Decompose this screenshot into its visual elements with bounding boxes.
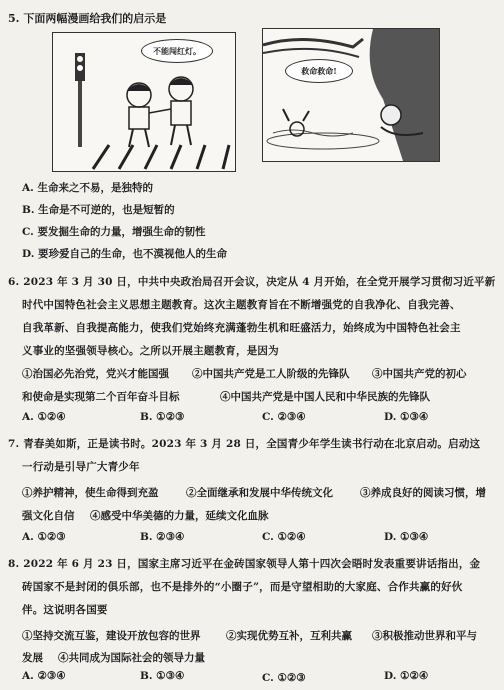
q8-statement-2: ②实现优势互补，互利共赢: [226, 630, 352, 642]
rescue-illustration: [263, 29, 439, 161]
q6-statement-1: ①治国必先治党，党兴才能国强: [22, 368, 169, 380]
q7-answer-b[interactable]: B. ②③④: [140, 531, 185, 543]
q8-statement-1: ①坚持交流互鉴，建设开放包容的世界: [22, 630, 201, 642]
q7-stem-line-1: 7. 青春美如斯，正是读书时。2023 年 3 月 28 日，全国青少年学生读书行动在北京启动。启动这: [8, 438, 481, 450]
q6-answer-d[interactable]: D. ①③④: [384, 411, 429, 423]
q8-statement-3: ③积极推动世界和平与: [372, 630, 477, 642]
q6-statement-2: ②中国共产党是工人阶级的先锋队: [192, 368, 350, 380]
q8-stem-line-3: 伴。这说明各国要: [22, 604, 108, 616]
comic-drowning: [262, 28, 440, 162]
q7-stem-line-2: 一行动是引导广大青少年: [22, 461, 140, 473]
q5-option-d[interactable]: D. 要珍爱自己的生命，也不漠视他人的生命: [22, 248, 228, 260]
q8-answer-c[interactable]: C. ①②③: [262, 672, 306, 684]
q7-statement-3: ③养成良好的阅读习惯，增: [360, 487, 486, 499]
q8-answer-b[interactable]: B. ①③④: [140, 670, 185, 682]
q5-option-c[interactable]: C. 要发掘生命的力量，增强生命的韧性: [22, 226, 206, 238]
q8-answer-a[interactable]: A. ②③④: [22, 670, 66, 682]
q7-answer-c[interactable]: C. ①②④: [262, 531, 306, 543]
q7-answer-d[interactable]: D. ①③④: [384, 531, 429, 543]
speech-bubble-2: 救命救命!: [285, 59, 353, 83]
q8-statement-3-cont: 发展: [22, 652, 43, 664]
q5-option-a[interactable]: A. 生命来之不易，是独特的: [22, 182, 153, 194]
q6-statement-4: ④中国共产党是中国人民和中华民族的先锋队: [220, 391, 430, 403]
q8-statement-4: ④共同成为国际社会的领导力量: [58, 652, 205, 664]
q7-statement-2: ②全面继承和发展中华传统文化: [186, 487, 333, 499]
q6-answer-a[interactable]: A. ①②④: [22, 411, 66, 423]
q6-statement-3: ③中国共产党的初心: [372, 368, 467, 380]
q6-stem-line-2: 时代中国特色社会主义思想主题教育。这次主题教育旨在不断增强党的自我净化、自我完善、: [22, 299, 461, 311]
q7-answer-a[interactable]: A. ①②③: [22, 531, 66, 543]
q7-statement-4: ④感受中华美德的力量，延续文化血脉: [90, 510, 269, 522]
q6-statement-3-cont: 和使命是实现第二个百年奋斗目标: [22, 391, 180, 403]
q6-stem-line-1: 6. 2023 年 3 月 30 日，中共中央政治局召开会议，决定从 4 月开始，在全党开展学习贯彻习近平新: [8, 276, 496, 288]
q5-option-b[interactable]: B. 生命是不可逆的，也是短暂的: [22, 204, 175, 216]
q8-answer-d[interactable]: D. ①②④: [384, 670, 429, 682]
q6-stem-line-4: 义事业的坚强领导核心。之所以开展主题教育，是因为: [22, 345, 279, 357]
q8-stem-line-2: 砖国家不是封闭的俱乐部，也不是排外的“小圈子”，而是守望相助的大家庭、合作共赢的好伙: [22, 581, 463, 593]
q8-stem-line-1: 8. 2022 年 6 月 23 日，国家主席习近平在金砖国家领导人第十四次会晤时发表重要讲话指出，金: [8, 558, 481, 570]
comic-crosswalk: [52, 32, 236, 172]
q7-statement-3-cont: 强文化自信: [22, 510, 75, 522]
q6-stem-line-3: 自我革新、自我提高能力，使我们党始终充满蓬勃生机和旺盛活力，始终成为中国特色社会主: [22, 322, 461, 334]
q6-answer-b[interactable]: B. ①②③: [140, 411, 185, 423]
q7-statement-1: ①养护精神，使生命得到充盈: [22, 487, 159, 499]
q6-answer-c[interactable]: C. ②③④: [262, 411, 306, 423]
speech-bubble-1: 不能闯红灯。: [141, 39, 213, 63]
q5-title: 5. 下面两幅漫画给我们的启示是: [8, 12, 167, 25]
